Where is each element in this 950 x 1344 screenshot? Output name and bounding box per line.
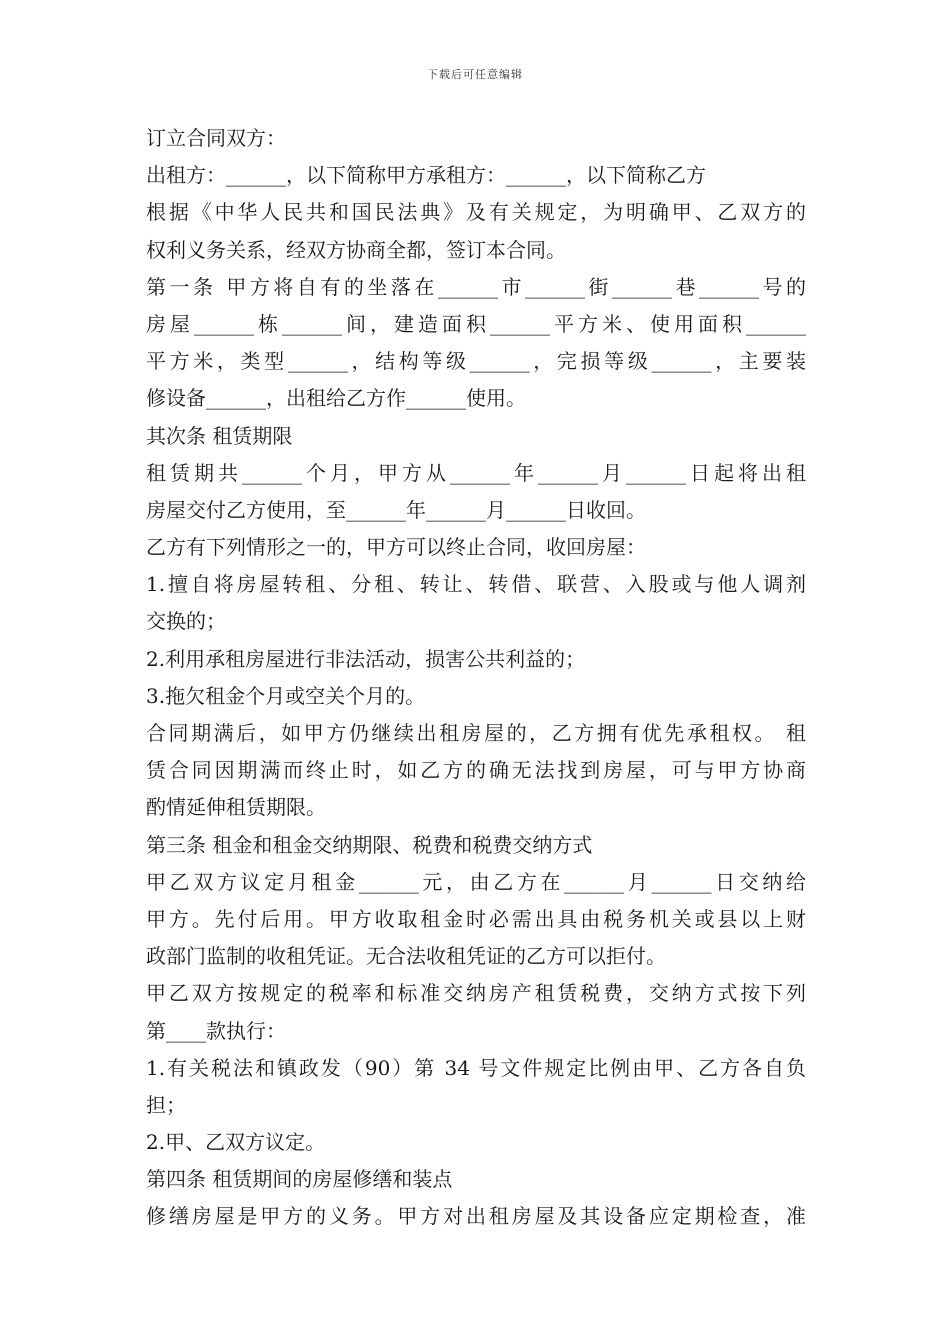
document-line: 甲乙双方议定月租金______元，由乙方在______月______日交纳给: [146, 869, 806, 894]
document-line: 租赁期共______个月，甲方从______年______月______日起将出租: [146, 460, 806, 485]
document-line: 合同期满后，如甲方仍继续出租房屋的，乙方拥有优先承租权。 租: [146, 721, 806, 745]
document-line: 房屋交付乙方使用，至______年______月______日收回。: [146, 497, 646, 522]
document-line: 赁合同因期满而终止时，如乙方的确无法找到房屋，可与甲方协商: [146, 758, 806, 783]
document-line: 第____款执行：: [146, 1018, 286, 1043]
document-body: [146, 120, 806, 1236]
document-line: 政部门监制的收租凭证。无合法收租凭证的乙方可以拒付。: [146, 944, 666, 969]
document-line: 修设备______，出租给乙方作______使用。: [146, 386, 526, 411]
document-line: 酌情延伸租赁期限。: [146, 795, 326, 820]
page-header: 下载后可任意编辑: [427, 68, 523, 81]
document-line: 修缮房屋是甲方的义务。甲方对出租房屋及其设备应定期检查，准: [146, 1204, 806, 1229]
document-line: 2.甲、乙双方议定。: [146, 1130, 326, 1155]
document-line: 平方米，类型______，结构等级______，完损等级______，主要装: [146, 349, 806, 374]
document-line: 房屋______栋______间，建造面积______平方米、使用面积______: [146, 311, 806, 336]
document-line: 第四条 租赁期间的房屋修缮和装点: [146, 1167, 453, 1192]
document-line: 甲方。先付后用。甲方收取租金时必需出具由税务机关或县以上财: [146, 906, 806, 931]
document-line: 甲乙双方按规定的税率和标准交纳房产租赁税费，交纳方式按下列: [146, 981, 806, 1006]
document-line: 交换的；: [146, 609, 226, 634]
document-line: 权利义务关系，经双方协商全都，签订本合同。: [146, 237, 566, 262]
document-line: 2.利用承租房屋进行非法活动，损害公共利益的；: [146, 646, 586, 671]
document-line: 第三条 租金和租金交纳期限、税费和税费交纳方式: [146, 832, 593, 857]
document-line: 3.拖欠租金个月或空关个月的。: [146, 683, 426, 708]
document-line: 第一条 甲方将自有的坐落在______市______街______巷______号的: [146, 274, 806, 299]
document-line: 订立合同双方：: [146, 126, 286, 150]
document-line: 根据《中华人民共和国民法典》及有关规定，为明确甲、乙双方的: [146, 200, 806, 225]
document-line: 乙方有下列情形之一的，甲方可以终止合同，收回房屋：: [146, 535, 646, 560]
document-line: 1.有关税法和镇政发（90）第 34 号文件规定比例由甲、乙方各自负: [146, 1055, 806, 1080]
document-line: 其次条 租赁期限: [146, 423, 293, 448]
document-line: 担；: [146, 1092, 186, 1117]
document-line: 出租方：______，以下简称甲方承租方：______，以下简称乙方: [146, 163, 706, 188]
document-line: 1.擅自将房屋转租、分租、转让、转借、联营、入股或与他人调剂: [146, 572, 806, 597]
